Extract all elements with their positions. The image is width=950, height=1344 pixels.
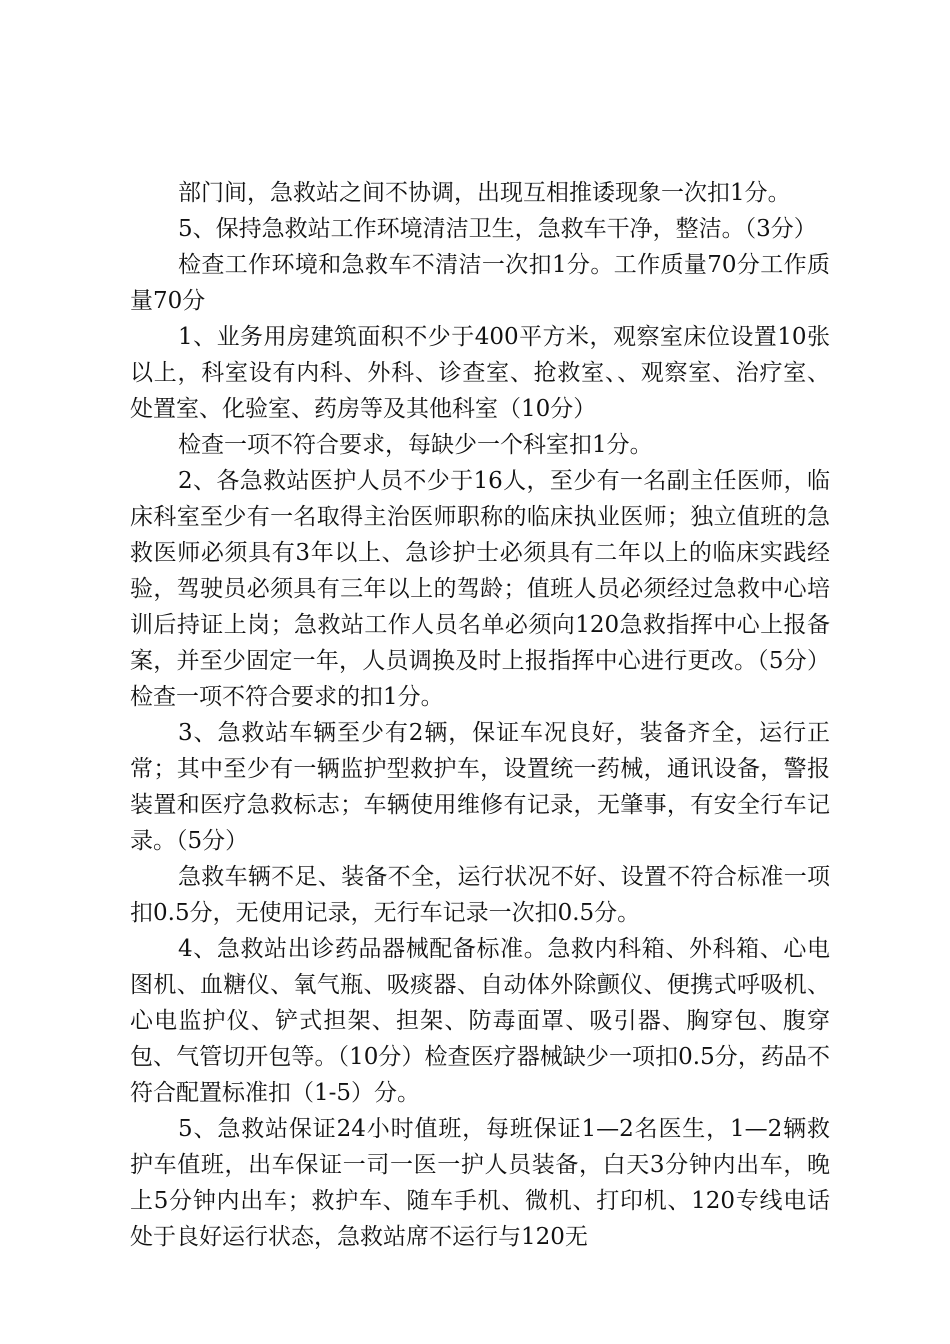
paragraph: 检查一项不符合要求，每缺少一个科室扣1分。	[178, 432, 653, 458]
document-body	[130, 175, 830, 1255]
paragraph: 3、急救站车辆至少有2辆，保证车况良好，装备齐全，运行正常；其中至少有一辆监护型救护车，设置统一药械，通讯设备，警报装置和医疗急救标志；车辆使用维修有记录，无肇事，有安全行车记录。（5分）	[130, 720, 830, 854]
paragraph: 部门间，急救站之间不协调，出现互相推诿现象一次扣1分。	[178, 180, 791, 206]
paragraph: 5、急救站保证24小时值班，每班保证1—2名医生，1—2辆救护车值班，出车保证一司一医一护人员装备，白天3分钟内出车，晚上5分钟内出车；救护车、随车手机、微机、打印机、120专线电话处于良好运行状态，急救站席不运行与120无	[130, 1116, 830, 1250]
paragraph: 5、保持急救站工作环境清洁卫生，急救车干净，整洁。（3分）	[178, 216, 817, 242]
paragraph: 急救车辆不足、装备不全，运行状况不好、设置不符合标准一项扣0.5分，无使用记录，无行车记录一次扣0.5分。	[130, 864, 830, 926]
paragraph: 检查工作环境和急救车不清洁一次扣1分。工作质量70分工作质量70分	[130, 252, 830, 314]
paragraph: 2、各急救站医护人员不少于16人，至少有一名副主任医师，临床科室至少有一名取得主治医师职称的临床执业医师；独立值班的急救医师必须具有3年以上、急诊护士必须具有二年以上的临床实践经验，驾驶员必须具有三年以上的驾龄；值班人员必须经过急救中心培训后持证上岗；急救站工作人员名单必须向120急救指挥中心上报备案，并至少固定一年，人员调换及时上报指挥中心进行更改。（5分）检查一项不符合要求的扣1分。	[130, 468, 830, 710]
paragraph: 4、急救站出诊药品器械配备标准。急救内科箱、外科箱、心电图机、血糖仪、氧气瓶、吸痰器、自动体外除颤仪、便携式呼吸机、心电监护仪、铲式担架、担架、防毒面罩、吸引器、胸穿包、腹穿包、气管切开包等。（10分）检查医疗器械缺少一项扣0.5分，药品不符合配置标准扣（1-5）分。	[130, 936, 830, 1106]
paragraph: 1、业务用房建筑面积不少于400平方米，观察室床位设置10张以上，科室设有内科、外科、诊查室、抢救室、、观察室、治疗室、处置室、化验室、药房等及其他科室（10分）	[130, 324, 830, 422]
